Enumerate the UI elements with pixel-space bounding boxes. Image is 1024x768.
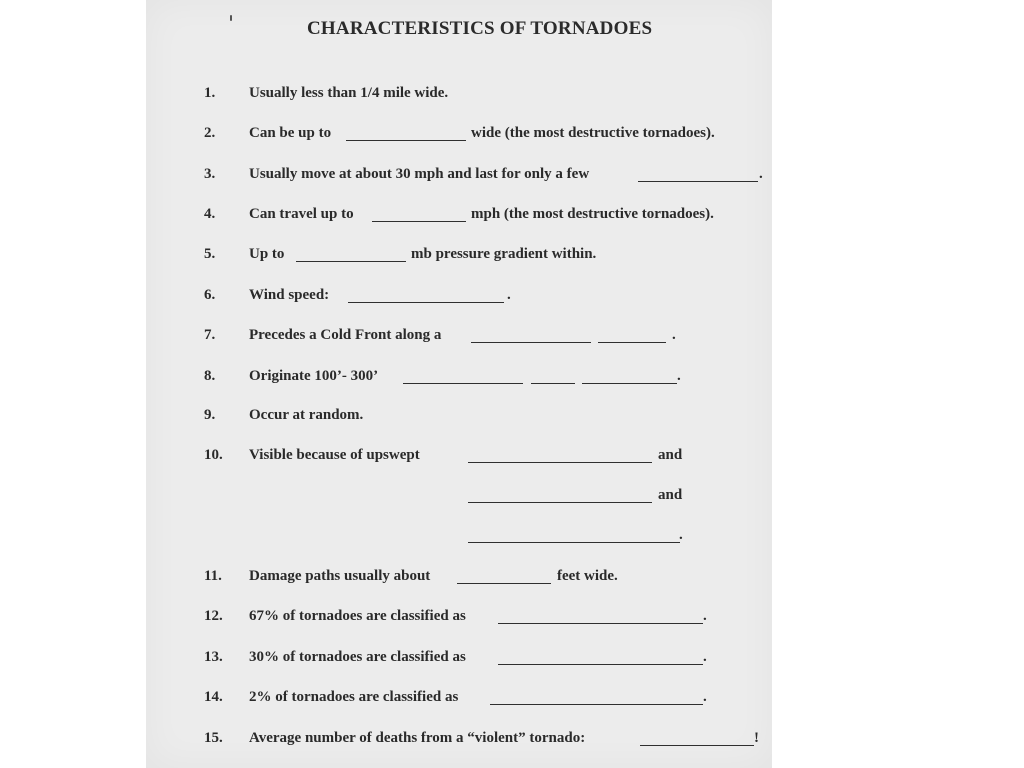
item-number: 2. <box>204 125 216 141</box>
item-text-after: ! <box>754 730 759 746</box>
item-text-after: . <box>672 327 676 343</box>
item-number: 5. <box>204 246 216 262</box>
item-text-after: . <box>679 527 683 543</box>
item-text: Usually less than 1/4 mile wide. <box>249 85 449 101</box>
item-number: 6. <box>204 287 216 303</box>
item-text-after: . <box>703 689 707 705</box>
answer-blank[interactable] <box>403 369 523 384</box>
answer-blank[interactable] <box>457 569 551 584</box>
item-text: Visible because of upswept <box>249 447 420 463</box>
item-text: Can be up to <box>249 125 332 141</box>
scan-mark <box>230 15 232 21</box>
answer-blank[interactable] <box>598 328 666 343</box>
item-text-after: and <box>658 447 683 463</box>
item-text: Wind speed: <box>249 287 330 303</box>
item-text: Precedes a Cold Front along a <box>249 327 442 343</box>
item-number: 12. <box>204 608 223 624</box>
item-text: Up to <box>249 246 285 262</box>
answer-blank[interactable] <box>640 731 754 746</box>
item-text: Usually move at about 30 mph and last for only a few <box>249 166 590 182</box>
item-text-after: feet wide. <box>557 568 618 584</box>
item-number: 4. <box>204 206 216 222</box>
item-text: 30% of tornadoes are classified as <box>249 649 466 665</box>
answer-blank[interactable] <box>471 328 591 343</box>
item-text-after: . <box>677 368 681 384</box>
item-number: 15. <box>204 730 223 746</box>
answer-blank[interactable] <box>468 448 652 463</box>
item-number: 14. <box>204 689 223 705</box>
item-text-after: . <box>703 649 707 665</box>
item-text: Occur at random. <box>249 407 364 423</box>
item-number: 3. <box>204 166 216 182</box>
item-number: 1. <box>204 85 216 101</box>
answer-blank[interactable] <box>498 609 703 624</box>
item-text: Can travel up to <box>249 206 354 222</box>
item-text: Damage paths usually about <box>249 568 431 584</box>
item-text: Average number of deaths from a “violent” tornado: <box>249 730 586 746</box>
item-text-after: and <box>658 487 683 503</box>
item-text-after: . <box>703 608 707 624</box>
item-number: 11. <box>204 568 222 584</box>
item-text-after: wide (the most destructive tornadoes). <box>471 125 715 141</box>
item-text-after: mph (the most destructive tornadoes). <box>471 206 714 222</box>
answer-blank[interactable] <box>638 167 758 182</box>
answer-blank[interactable] <box>490 690 703 705</box>
worksheet-title: CHARACTERISTICS OF TORNADOES <box>307 18 653 39</box>
item-number: 13. <box>204 649 223 665</box>
item-number: 7. <box>204 327 216 343</box>
item-number: 8. <box>204 368 216 384</box>
item-number: 10. <box>204 447 223 463</box>
answer-blank[interactable] <box>582 369 677 384</box>
answer-blank[interactable] <box>346 126 466 141</box>
answer-blank[interactable] <box>531 369 575 384</box>
answer-blank[interactable] <box>372 207 466 222</box>
item-text-after: . <box>507 287 511 303</box>
item-text-after: mb pressure gradient within. <box>411 246 597 262</box>
answer-blank[interactable] <box>468 488 652 503</box>
item-text: Originate 100’- 300’ <box>249 368 379 384</box>
answer-blank[interactable] <box>468 528 680 543</box>
item-number: 9. <box>204 407 216 423</box>
answer-blank[interactable] <box>296 247 406 262</box>
item-text: 2% of tornadoes are classified as <box>249 689 459 705</box>
answer-blank[interactable] <box>498 650 703 665</box>
item-text-after: . <box>759 166 763 182</box>
item-text: 67% of tornadoes are classified as <box>249 608 466 624</box>
answer-blank[interactable] <box>348 288 504 303</box>
